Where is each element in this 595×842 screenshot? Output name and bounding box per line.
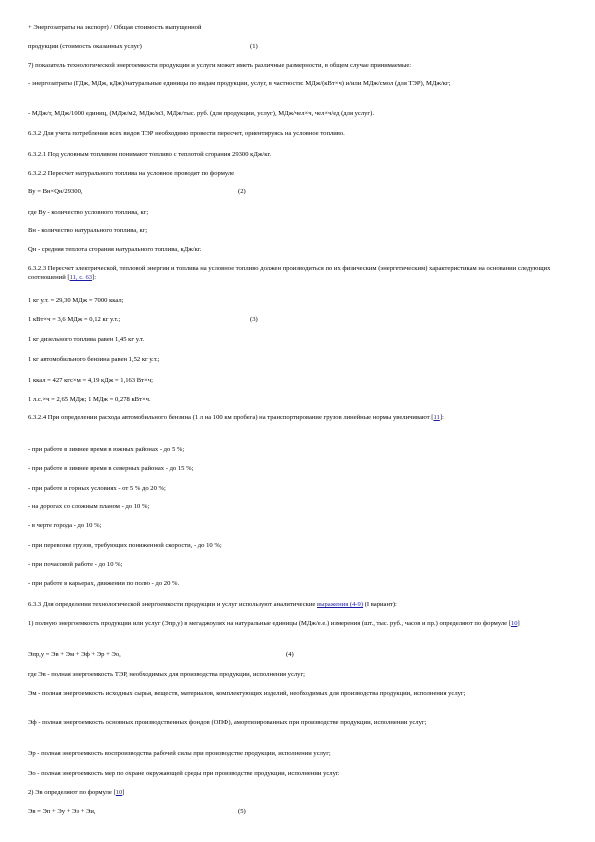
reference-link[interactable]: 11, с. 63 — [69, 273, 93, 281]
equation-number: (4) — [286, 651, 294, 658]
text-segment: 6.3.2.3 Пересчет электрической, тепловой энергии и топлива на условное топливо должен производиться по их физическим (энергетическим) характеристикам на основании следующих соотношений [ — [28, 265, 551, 281]
text-line: - МДж/т, МДж/1000 единиц, (МДж/м2, МДж/м3, МДж/тыс. руб. (для продукции, услуг), МДж/чел×ч, чел×ч/ед (для услуг). — [28, 110, 374, 117]
text-line — [28, 789, 573, 798]
formula-line — [28, 651, 573, 660]
list-item: - при работе в зимнее время в северных районах - до 15 %; — [28, 465, 194, 472]
list-item: - при работе в карьерах, движении по полю - до 20 %. — [28, 580, 180, 587]
text-segment: продукции (стоимость оказанных услуг) — [28, 43, 142, 50]
text-segment: 1 кВт×ч = 3,6 МДж = 0,12 кг у.т.; — [28, 316, 121, 323]
text-segment: ] — [517, 620, 520, 627]
text-line: Эф - полная энергоемкость основных производственных фондов (ОПФ), амортизированных при производстве продукции, исполнении услуг; — [28, 719, 427, 726]
text-segment: 1) полную энергоемкость продукции или услуг (Эпр,у) в мегаджоулях на натуральные единицы (МДж/е.е.) измерения (шт., тыс. руб., часов и пр.) определяют по формуле [ — [28, 620, 511, 627]
text-segment: (I вариант): — [363, 601, 397, 608]
text-line: 1 кг у.т. = 29,30 МДж = 7000 ккал; — [28, 297, 124, 304]
text-line: Qн - средняя теплота сгорания натурального топлива, кДж/кг. — [28, 246, 202, 253]
text-segment: 6.3.2.4 При определении расхода автомобильного бензина (1 л на 100 км пробега) на транспортирование грузов линейные нормы увеличивают [ — [28, 414, 434, 421]
reference-link[interactable]: 11 — [433, 414, 440, 421]
section-heading: 6.3.2 Для учета потребления всех видов ТЭР необходимо провести пересчет, ориентируясь на условное топливо. — [28, 130, 345, 137]
text-line: - энергозатраты (ГДж, МДж, кДж)/натуральные единицы по видам продукции, услуг, в частности: МДж/(кВт×ч) и/или МДж/смол (для ТЭР), МДж/кг; — [28, 80, 451, 87]
formula-line — [28, 316, 573, 325]
equation-number: (3) — [250, 316, 258, 323]
text-line: 7) показатель технологической энергоемкости продукции и услуги может иметь различные размерности, в общем случае принимаемые: — [28, 62, 412, 69]
formula: Эв = Эп + Эу + Эз + Эи, — [28, 808, 96, 815]
text-segment: 6.3.3 Для определения технологической энергоемкости продукции и услуг используют аналитические — [28, 601, 317, 608]
reference-link[interactable]: 10 — [510, 620, 518, 627]
text-line: Эм - полная энергоемкость исходных сырья, веществ, материалов, комплектующих изделий, необходимых для производства продукции, исполнения услуг; — [28, 690, 466, 697]
formula-line — [28, 188, 573, 197]
text-line: где Эв - полная энергоемкость ТЭР, необходимых для производства продукции, исполнения услуг; — [28, 671, 305, 678]
list-item: - при почасовой работе - до 10 %; — [28, 561, 123, 568]
equation-number: (1) — [250, 43, 258, 50]
text-segment: ]: — [92, 273, 97, 281]
text-line — [28, 601, 573, 610]
expressions-link[interactable]: выражения (4-9) — [316, 601, 364, 608]
list-item: - при работе в зимнее время в южных районах - до 5 %; — [28, 446, 185, 453]
text-line — [28, 620, 573, 629]
list-item: - в черте города - до 10 %; — [28, 522, 102, 529]
formula-line — [28, 808, 573, 817]
text-line: Вн - количество натурального топлива, кг; — [28, 227, 148, 234]
text-line — [28, 43, 573, 52]
text-line: 1 кг автомобильного бензина равен 1,52 кг у.т.; — [28, 356, 160, 363]
text-segment: ]: — [439, 414, 444, 421]
text-line — [28, 414, 573, 423]
text-line: Эр - полная энергоемкость воспроизводства рабочей силы при производстве продукции, исполнении услуг; — [28, 750, 331, 757]
text-line: 1 кг дизельного топлива равен 1,45 кг у.т. — [28, 336, 145, 343]
list-item: - на дорогах со сложным планом - до 10 %; — [28, 503, 150, 510]
text-segment: 2) Эв определяют по формуле [ — [28, 789, 116, 796]
text-line: 1 л.с.×ч = 2,65 МДж; 1 МДж = 0,278 кВт×ч. — [28, 396, 151, 403]
text-segment: ] — [122, 789, 125, 796]
text-line: 6.3.2.2 Пересчет натурального топлива на условное проводят по формуле — [28, 170, 235, 177]
formula: Эпр,у = Эв + Эм + Эф + Эр + Эо, — [28, 651, 121, 658]
text-line: + Энергозатраты на экспорт) / Общая стоимость выпущенной — [28, 24, 202, 31]
equation-number: (5) — [238, 808, 246, 815]
equation-number: (2) — [238, 188, 246, 195]
reference-link[interactable]: 10 — [115, 789, 123, 796]
formula: Ву = Вн×Qн/29300, — [28, 188, 83, 195]
list-item: - при перевозке грузов, требующих пониженной скорости, - до 10 %; — [28, 542, 222, 549]
text-line: 1 ккал = 427 кгс×м = 4,19 кДж = 1,163 Вт×ч; — [28, 377, 153, 384]
text-line — [28, 265, 573, 282]
text-line: 6.3.2.1 Под условным топливом понимают топливо с теплотой сгорания 29300 кДж/кг. — [28, 151, 272, 158]
text-line: Эо - полная энергоемкость мер по охране окружающей среды при производстве продукции, исполнении услуг. — [28, 770, 340, 777]
text-line: где Ву - количество условного топлива, кг; — [28, 209, 149, 216]
list-item: - при работе в горных условиях - от 5 % до 20 %; — [28, 485, 166, 492]
